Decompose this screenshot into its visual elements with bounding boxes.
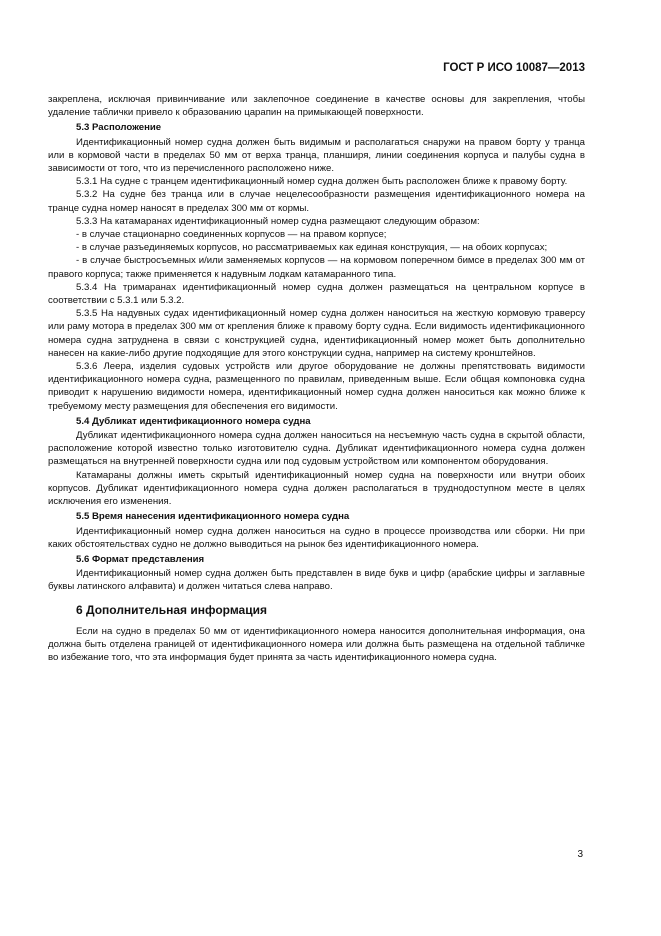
page-number: 3 [577,849,583,860]
paragraph-5-3-3: 5.3.3 На катамаранах идентификационный номер судна размещают следующим образом: [76,215,480,227]
document-body [48,93,585,664]
section-heading-6: 6 Дополнительная информация [76,602,267,617]
paragraph-5-3-1: 5.3.1 На судне с транцем идентификационный номер судна должен быть расположен ближе к правому борту. [76,176,568,188]
paragraph-5-4-b: Катамараны должны иметь скрытый идентификационный номер судна на поверхности или внутри обоих корпусов. Дубликат идентификационного номера судна должен располагаться в труднодоступном месте в целях исключения его изменения. [48,469,585,508]
paragraph-5-3: Идентификационный номер судна должен быть видимым и располагаться снаружи на правом борту у транца или в кормовой части в пределах 50 мм от верха транца, планширя, линии соединения корпуса и палубы судна в зависимости от того, что из перечисленного расположено ниже. [48,136,585,175]
paragraph-5-3-6: 5.3.6 Леера, изделия судовых устройств или другое оборудование не должны препятствовать видимости идентификационного номера судна, размещенного по правилам, приведенным выше. Если общая компоновка судна приводит к нарушению видимости номера, идентификационный номер судна должен наноситься как можно ближе к требуемому месту размещения для обеспечения его видимости. [48,361,585,412]
list-item-3: - в случае быстросъемных и/или заменяемых корпусов — на кормовом поперечном бимсе в пределах 300 мм от правого корпуса; также применяется к надувным лодкам катамаранного типа. [48,255,585,280]
document-header: ГОСТ Р ИСО 10087—2013 [443,62,585,74]
section-heading-5-6: 5.6 Формат представления [76,553,205,565]
section-heading-5-4: 5.4 Дубликат идентификационного номера судна [76,415,311,427]
paragraph-5-6: Идентификационный номер судна должен быть представлен в виде букв и цифр (арабские цифры и заглавные буквы латинского алфавита) и должен читаться слева направо. [48,568,585,593]
paragraph-5-4-a: Дубликат идентификационного номера судна должен наноситься на несъемную часть судна в скрытой области, расположение которой известно только изготовителю судна. Дубликат идентификационного номера судна должен размещаться на внутренней поверхности судна или под судовым устройством или компонентом оборудования. [48,430,585,468]
list-item-1: - в случае стационарно соединенных корпусов — на правом корпусе; [76,229,387,241]
paragraph-continuation: закреплена, исключая привинчивание или заклепочное соединение в качестве основы для закрепления, чтобы удаление таблички привело к образованию царапин на примыкающей поверхности. [48,94,585,119]
paragraph-6: Если на судно в пределах 50 мм от идентификационного номера наносится дополнительная информация, она должна быть отделена границей от идентификационного номера или должна быть размещена на отдельной табличке во избежание того, что эта информация будет принята за часть идентификационного номера судна. [48,625,585,664]
section-heading-5-3: 5.3 Расположение [76,122,162,134]
list-item-2: - в случае разъединяемых корпусов, но рассматриваемых как единая конструкция, — на обоих корпусах; [76,242,548,254]
paragraph-5-5: Идентификационный номер судна должен наноситься на судно в процессе производства или сборки. Ни при каких обстоятельствах судно не должно выводиться на рынок без идентификационного номера. [48,525,585,550]
paragraph-5-3-2: 5.3.2 На судне без транца или в случае нецелесообразности размещения идентификационного номера на транце судна номер наносят в пределах 300 мм от кормы. [48,189,585,214]
paragraph-5-3-5: 5.3.5 На надувных судах идентификационный номер судна должен наноситься на жесткую кормовую траверсу или раму мотора в пределах 300 мм от крепления ближе к правому борту судна. Если видимость идентификационного номера судна затруднена в связи с конструкцией судна, идентификационный номер может быть дополнительно нанесен на какие-либо другие подходящие для этого конструкции судна, например на систему кронштейнов. [48,308,585,359]
section-heading-5-5: 5.5 Время нанесения идентификационного номера судна [76,511,350,523]
paragraph-5-3-4: 5.3.4 На тримаранах идентификационный номер судна должен размещаться на центральном корпусе в соответствии с 5.3.1 или 5.3.2. [48,281,585,307]
